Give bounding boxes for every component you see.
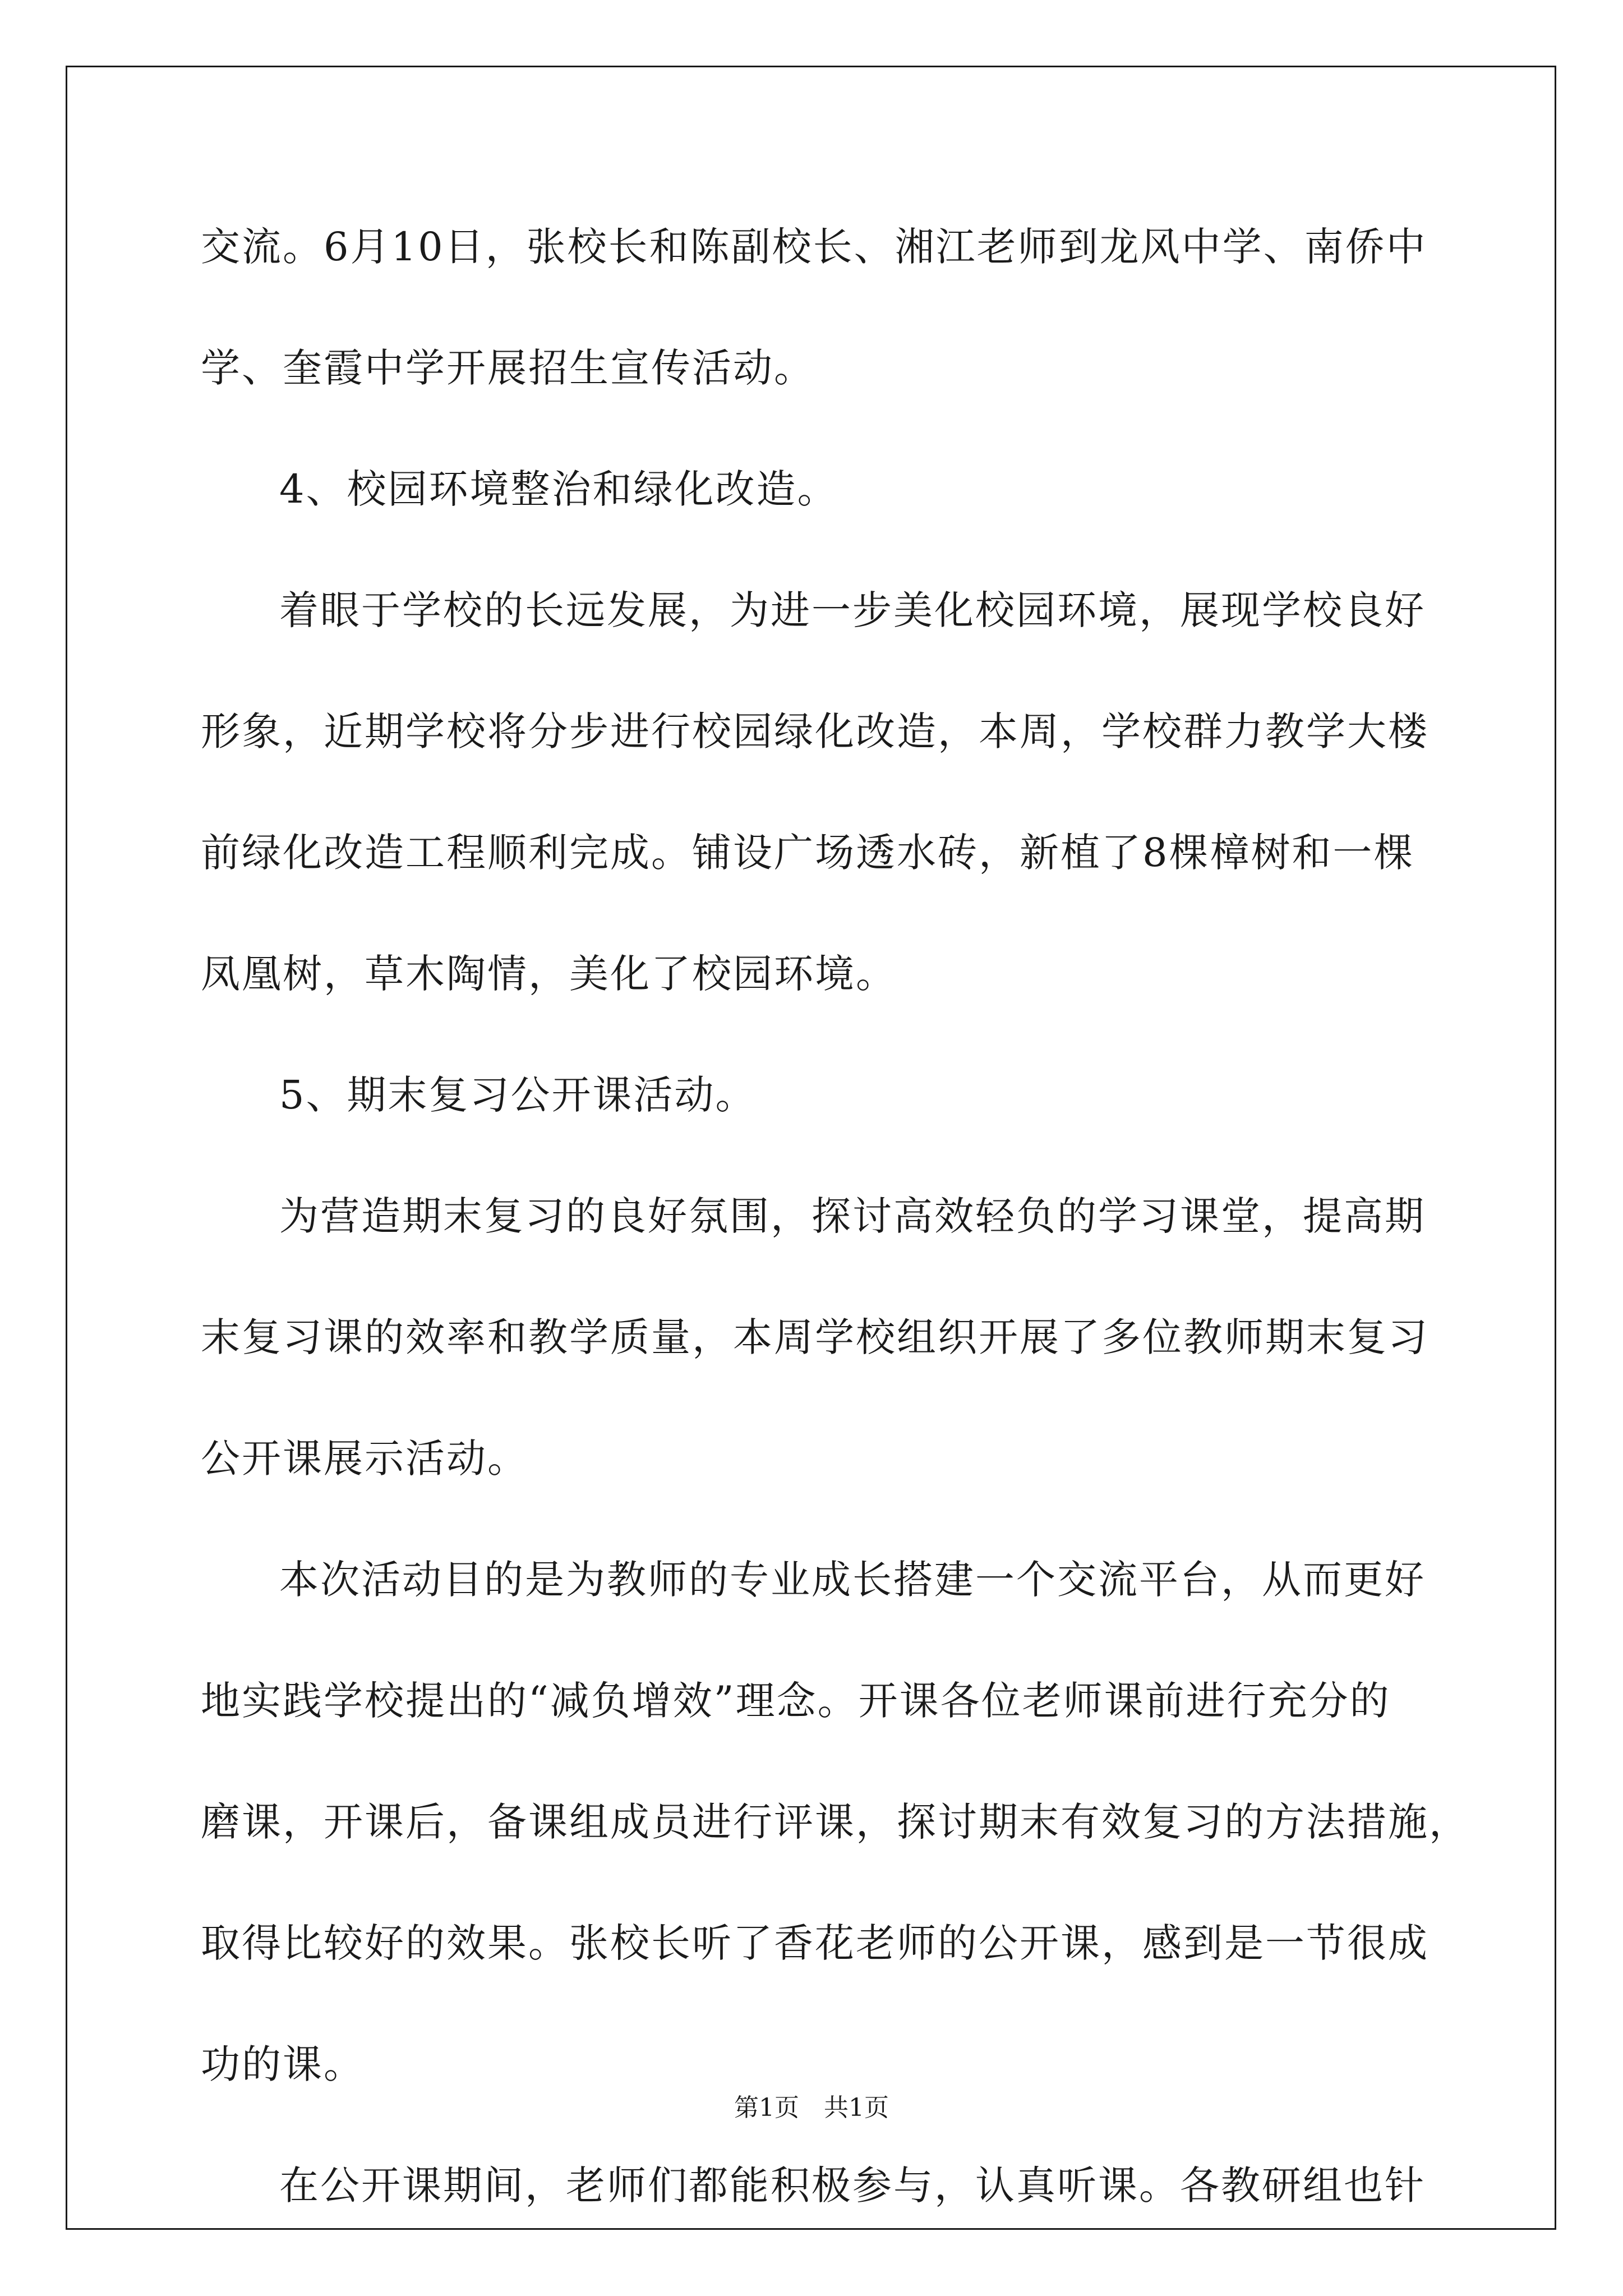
text-line: 公开课展示活动。 bbox=[201, 1435, 528, 1481]
text-line: 本次活动目的是为教师的专业成长搭建一个交流平台，从而更好 bbox=[279, 1557, 1426, 1603]
text-line: 取得比较好的效果。张校长听了香花老师的公开课，感到是一节很成 bbox=[201, 1920, 1429, 1966]
text-line: 前绿化改造工程顺利完成。铺设广场透水砖，新植了8棵樟树和一棵 bbox=[201, 830, 1415, 876]
text-line: 末复习课的效率和教学质量，本周学校组织开展了多位教师期末复习 bbox=[201, 1314, 1429, 1360]
section-heading: 4、校园环境整治和绿化改造。 bbox=[279, 466, 838, 512]
page-total: 共1页 bbox=[824, 2093, 889, 2122]
text-line: 交流。6月10日，张校长和陈副校长、湘江老师到龙风中学、南侨中 bbox=[201, 224, 1427, 270]
page-number: 第1页 bbox=[734, 2093, 799, 2122]
section-heading: 5、期末复习公开课活动。 bbox=[279, 1072, 757, 1118]
text-line: 为营造期末复习的良好氛围，探讨高效轻负的学习课堂，提高期 bbox=[279, 1193, 1426, 1239]
text-line: 地实践学校提出的“减负增效”理念。开课各位老师课前进行充分的 bbox=[201, 1678, 1391, 1724]
text-line: 着眼于学校的长远发展，为进一步美化校园环境，展现学校良好 bbox=[279, 587, 1426, 633]
text-line: 凤凰树，草木陶情，美化了校园环境。 bbox=[201, 951, 897, 997]
text-line: 磨课，开课后，备课组成员进行评课，探讨期末有效复习的方法措施， bbox=[201, 1799, 1470, 1845]
text-line: 形象，近期学校将分步进行校园绿化改造，本周，学校群力教学大楼 bbox=[201, 708, 1429, 754]
text-line: 功的课。 bbox=[201, 2041, 365, 2087]
text-line: 学、奎霞中学开展招生宣传活动。 bbox=[201, 345, 815, 391]
page-footer bbox=[0, 2091, 1623, 2125]
text-line: 在公开课期间，老师们都能积极参与，认真听课。各教研组也针 bbox=[279, 2162, 1426, 2208]
